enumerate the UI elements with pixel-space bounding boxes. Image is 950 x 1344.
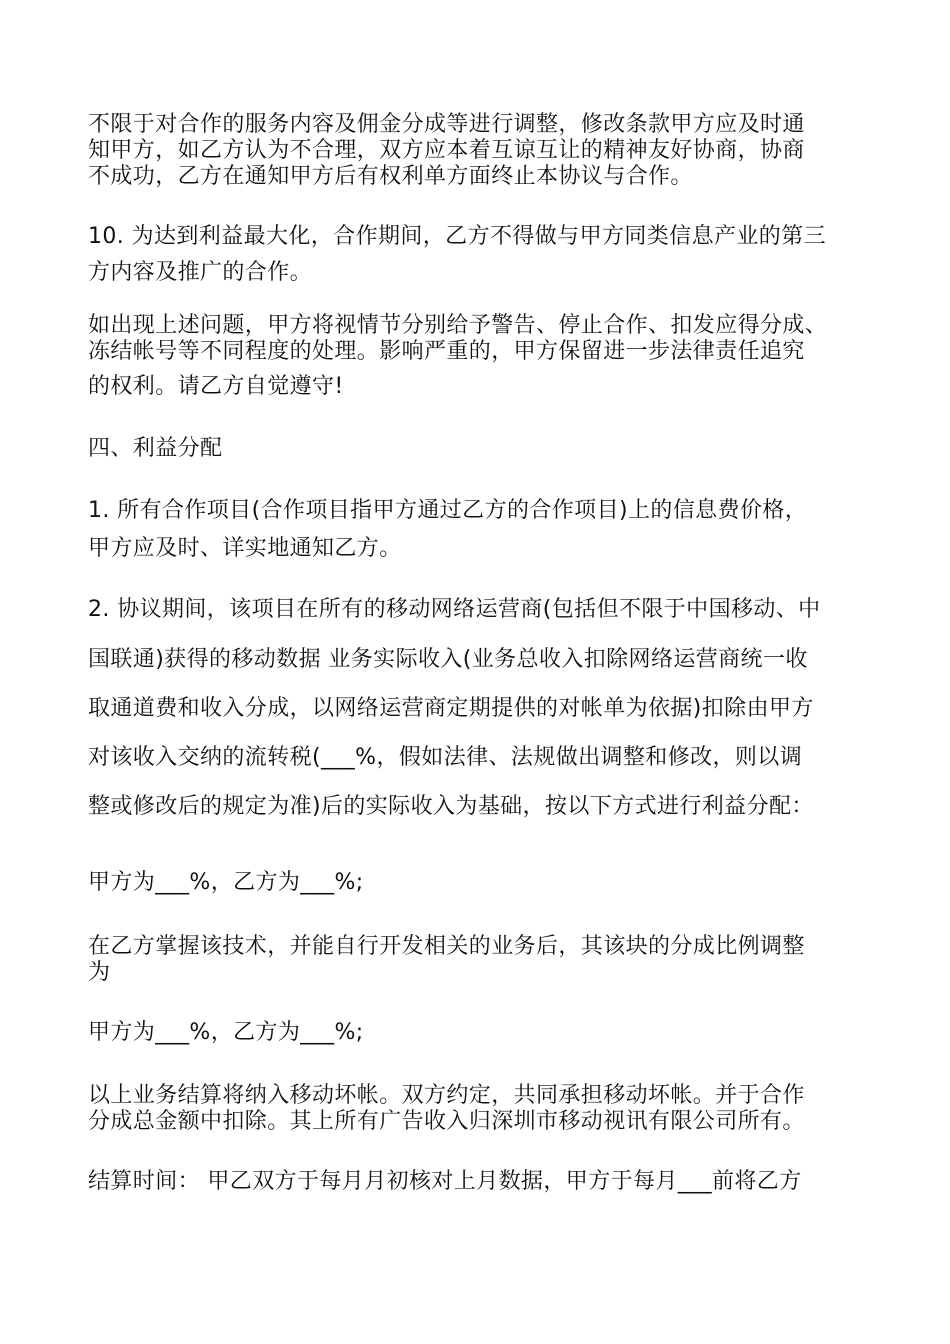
text-line: 方内容及推广的合作。 <box>88 260 313 285</box>
text-line: 在乙方掌握该技术，并能自行开发相关的业务后，其该块的分成比例调整 <box>88 934 805 959</box>
text-line: 对该收入交纳的流转税(___%，假如法律、法规做出调整和修改，则以调 <box>88 745 803 770</box>
text-line: 知甲方，如乙方认为不合理，双方应本着互谅互让的精神友好协商，协商 <box>88 138 805 163</box>
text-line: 如出现上述问题，甲方将视情节分别给予警告、停止合作、扣发应得分成、 <box>88 313 828 338</box>
text-line: 以上业务结算将纳入移动坏帐。双方约定，共同承担移动坏帐。并于合作 <box>88 1083 805 1108</box>
text-line: 国联通)获得的移动数据 业务实际收入(业务总收入扣除网络运营商统一收 <box>88 647 808 672</box>
text-line: 不限于对合作的服务内容及佣金分成等进行调整，修改条款甲方应及时通 <box>88 112 805 137</box>
text-line: 不成功，乙方在通知甲方后有权利单方面终止本协议与合作。 <box>88 164 693 189</box>
text-line: 甲方为___%，乙方为___%; <box>88 870 364 895</box>
text-line: 的权利。请乙方自觉遵守! <box>88 374 344 399</box>
text-line: 结算时间： 甲乙双方于每月月初核对上月数据，甲方于每月___前将乙方 <box>88 1169 802 1194</box>
text-line: 为 <box>88 960 111 985</box>
section-heading: 四、利益分配 <box>88 436 223 461</box>
text-line: 2. 协议期间，该项目在所有的移动网络运营商(包括但不限于中国移动、中 <box>88 597 821 622</box>
text-line: 冻结帐号等不同程度的处理。影响严重的，甲方保留进一步法律责任追究 <box>88 339 805 364</box>
text-line: 分成总金额中扣除。其上所有广告收入归深圳市移动视讯有限公司所有。 <box>88 1109 805 1134</box>
text-line: 甲方应及时、详实地通知乙方。 <box>88 536 402 561</box>
text-line: 整或修改后的规定为准)后的实际收入为基础，按以下方式进行利益分配： <box>88 794 814 819</box>
text-line: 取通道费和收入分成，以网络运营商定期提供的对帐单为依据)扣除由甲方 <box>88 696 814 721</box>
text-line: 甲方为___%，乙方为___%; <box>88 1020 364 1045</box>
text-line: 1. 所有合作项目(合作项目指甲方通过乙方的合作项目)上的信息费价格， <box>88 498 808 523</box>
text-line: 10. 为达到利益最大化，合作期间，乙方不得做与甲方同类信息产业的第三 <box>88 224 826 249</box>
